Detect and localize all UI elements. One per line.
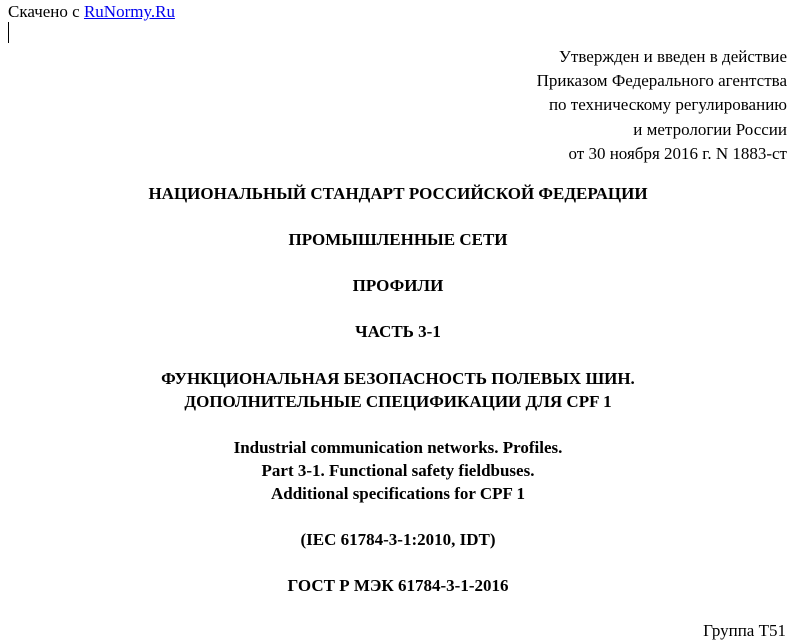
approval-line: по техническому регулированию	[548, 95, 787, 115]
gost-number	[0, 574, 790, 597]
approval-line: Приказом Федерального агентства	[536, 71, 787, 91]
english-title-line: Additional specifications for CPF 1	[270, 484, 526, 503]
part-text: ЧАСТЬ 3-1	[355, 322, 441, 341]
source-line	[8, 1, 175, 22]
profiles-heading	[0, 274, 790, 297]
russian-title-line: ДОПОЛНИТЕЛЬНЫЕ СПЕЦИФИКАЦИИ ДЛЯ CPF 1	[184, 392, 612, 411]
text-cursor	[8, 22, 9, 43]
english-title-line: Part 3-1. Functional safety fieldbuses.	[261, 461, 535, 480]
approval-line: от 30 ноября 2016 г. N 1883-ст	[568, 143, 787, 163]
approval-block	[537, 45, 787, 166]
english-title-line: Industrial communication networks. Profiles.	[233, 438, 563, 457]
iec-reference-text: (IEC 61784-3-1:2010, IDT)	[300, 530, 496, 549]
approval-line: и метрологии России	[633, 119, 787, 139]
part-heading	[0, 320, 790, 343]
source-prefix: Скачено с	[8, 2, 84, 21]
approval-line: Утвержден и введен в действие	[558, 47, 787, 66]
subject-text: ПРОМЫШЛЕННЫЕ СЕТИ	[288, 230, 508, 249]
source-link[interactable]: RuNormy.Ru	[83, 2, 175, 21]
gost-number-text: ГОСТ Р МЭК 61784-3-1-2016	[287, 576, 509, 595]
national-standard-heading	[0, 182, 790, 205]
classification-group: Группа Т51	[703, 621, 786, 640]
subject-heading	[0, 228, 790, 251]
english-title	[0, 436, 790, 505]
russian-title-line: ФУНКЦИОНАЛЬНАЯ БЕЗОПАСНОСТЬ ПОЛЕВЫХ ШИН.	[161, 369, 635, 388]
iec-reference	[0, 528, 790, 551]
russian-title	[0, 367, 790, 413]
profiles-text: ПРОФИЛИ	[352, 276, 444, 295]
national-standard-text: НАЦИОНАЛЬНЫЙ СТАНДАРТ РОССИЙСКОЙ ФЕДЕРАЦИИ	[148, 184, 648, 203]
